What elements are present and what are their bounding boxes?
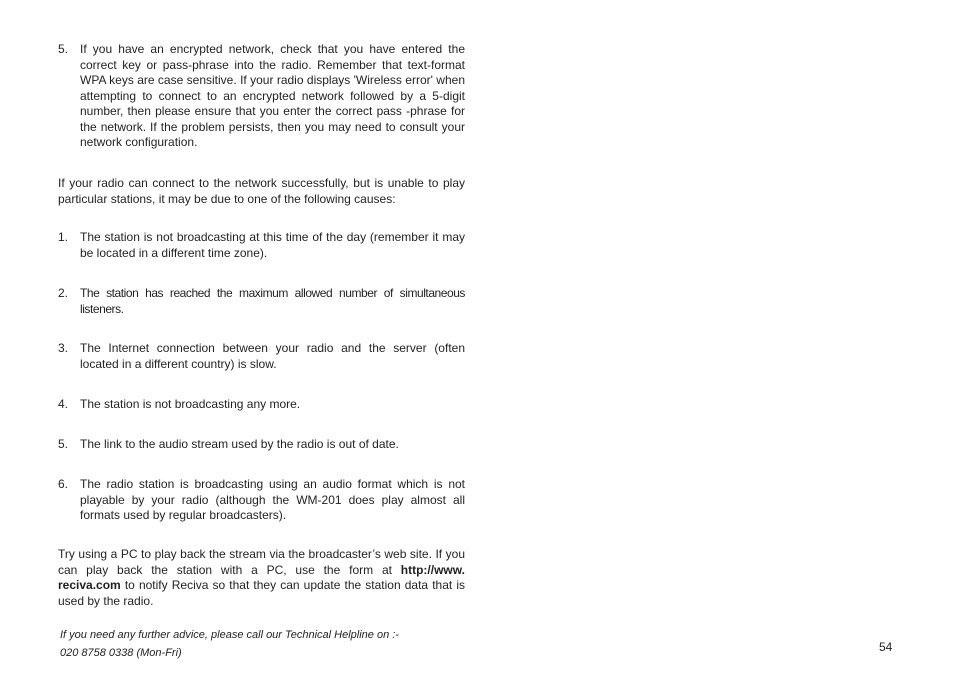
intro-paragraph: If your radio can connect to the network successfully, but is unable to play particular stations, it may be due to one of the following causes:: [58, 176, 465, 206]
list-number: 6.: [58, 477, 69, 491]
cause-item-4: [58, 397, 465, 413]
cause-item-3: [58, 341, 465, 372]
page-number: 54: [879, 640, 893, 654]
list-number: 2.: [58, 286, 69, 300]
helpline-phone: 020 8758 0338 (Mon-Fri): [60, 647, 182, 659]
list-number: 1.: [58, 230, 69, 244]
list-number: 4.: [58, 397, 69, 411]
cause-item-6: [58, 477, 465, 524]
cause-item-2: [58, 286, 465, 317]
closing-text-before: Try using a PC to play back the stream via the broadcaster’s web site. If you can play back the station with a PC, use the form at: [58, 547, 465, 577]
closing-paragraph: [58, 547, 465, 609]
helpline-note: If you need any further advice, please call our Technical Helpline on :-: [60, 629, 399, 641]
list-item-encrypted-network: [58, 42, 465, 151]
list-text: The station has reached the maximum allowed number of simultaneous listeners.: [80, 286, 465, 316]
reciva-link[interactable]: http://www. reciva.com: [58, 562, 465, 592]
list-text: The station is not broadcasting any more.: [80, 397, 301, 411]
cause-item-1: [58, 230, 465, 261]
list-text: If you have an encrypted network, check that you have entered the correct key or pass-phrase into the radio. Remember that text-format WPA keys are case sensitive. If your radio displays 'Wireless error' when attempting to connect to an encrypted network followed by a 5-digit number, then please ensure that you enter the correct pass -phrase for the network. If the problem persists, then you may need to consult your network configuration.: [80, 42, 465, 149]
list-number: 5.: [58, 42, 69, 56]
list-text: The link to the audio stream used by the radio is out of date.: [80, 437, 399, 451]
cause-item-5: [58, 437, 465, 453]
list-number: 3.: [58, 341, 69, 355]
list-text: The radio station is broadcasting using an audio format which is not playable by your radio (although the WM-201 does play almost all formats used by regular broadcasters).: [80, 477, 465, 522]
list-number: 5.: [58, 437, 69, 451]
closing-text-after: to notify Reciva so that they can update the station data that is used by the radio.: [58, 578, 465, 608]
list-text: The station is not broadcasting at this time of the day (remember it may be located in a different time zone).: [80, 230, 465, 260]
list-text: The Internet connection between your radio and the server (often located in a different country) is slow.: [80, 341, 465, 371]
